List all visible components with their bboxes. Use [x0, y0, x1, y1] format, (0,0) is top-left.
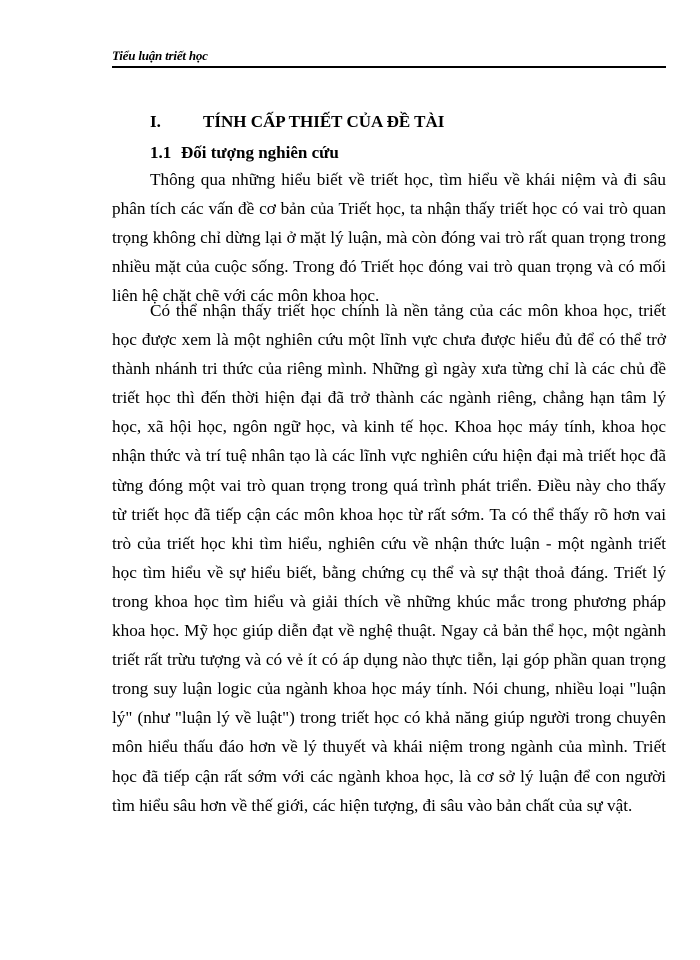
section-number: I. — [150, 112, 161, 131]
subsection-title: Đối tượng nghiên cứu — [181, 143, 339, 162]
section-heading — [150, 112, 650, 132]
section-title: TÍNH CẤP THIẾT CỦA ĐỀ TÀI — [203, 112, 445, 131]
header-divider — [112, 66, 666, 68]
subsection-number: 1.1 — [150, 143, 172, 162]
subsection-heading — [150, 143, 650, 163]
body-paragraph: Thông qua những hiểu biết về triết học, tìm hiểu về khái niệm và đi sâu phân tích các vấn đề cơ bản của Triết học, ta nhận thấy triết học có vai trò quan trọng không chỉ dừng lại ở mặt lý luận, mà còn đóng vai trò rất quan trọng trong nhiều mặt của cuộc sống. Trong đó Triết học đóng vai trò quan trọng và có mối liên hệ chặt chẽ với các môn khoa học. — [112, 170, 666, 306]
body-paragraph: Có thể nhận thấy triết học chính là nền tảng của các môn khoa học, triết học được xem là một nghiên cứu một lĩnh vực chưa được hiểu đủ để có thể trở thành nhánh tri thức của riêng mình. Những gì ngày xưa từng chỉ là các chủ đề triết học thì đến thời hiện đại đã trở thành các ngành riêng, chẳng hạn tâm lý học, xã hội học, ngôn ngữ học, và kinh tế học. Khoa học máy tính, khoa học nhận thức và trí tuệ nhân tạo là các lĩnh vực nghiên cứu hiện đại mà triết học đã từng đóng một vai trò quan trọng trong quá trình phát triển. Điều này cho thấy từ triết học đã tiếp cận các môn khoa học từ rất sớm. Ta có thể thấy rõ hơn vai trò của triết học khi tìm hiểu, nghiên cứu về nhận thức luận - một ngành triết học tìm hiểu về sự hiểu biết, bằng chứng cụ thể và sự thật thoả đáng. Triết lý trong khoa học tìm hiểu và giải thích về những khúc mắc trong phương pháp khoa học. Mỹ học giúp diễn đạt về nghệ thuật. Ngay cả bản thể học, một ngành triết rất trừu tượng và có vẻ ít có áp dụng nào thực tiễn, lại góp phần quan trọng trong suy luận logic của ngành khoa học máy tính. Nói chung, nhiều loại "luận lý" (như "luận lý về luật") trong triết học có khả năng giúp người trong chuyên môn hiểu thấu đáo hơn về lý thuyết và khái niệm trong ngành của mình. Triết học đã tiếp cận rất sớm với các ngành khoa học, là cơ sở lý luận để con người tìm hiểu sâu hơn về thế giới, các hiện tượng, đi sâu vào bản chất của sự vật. — [112, 301, 666, 815]
page-header-title: Tiểu luận triết học — [112, 48, 208, 63]
